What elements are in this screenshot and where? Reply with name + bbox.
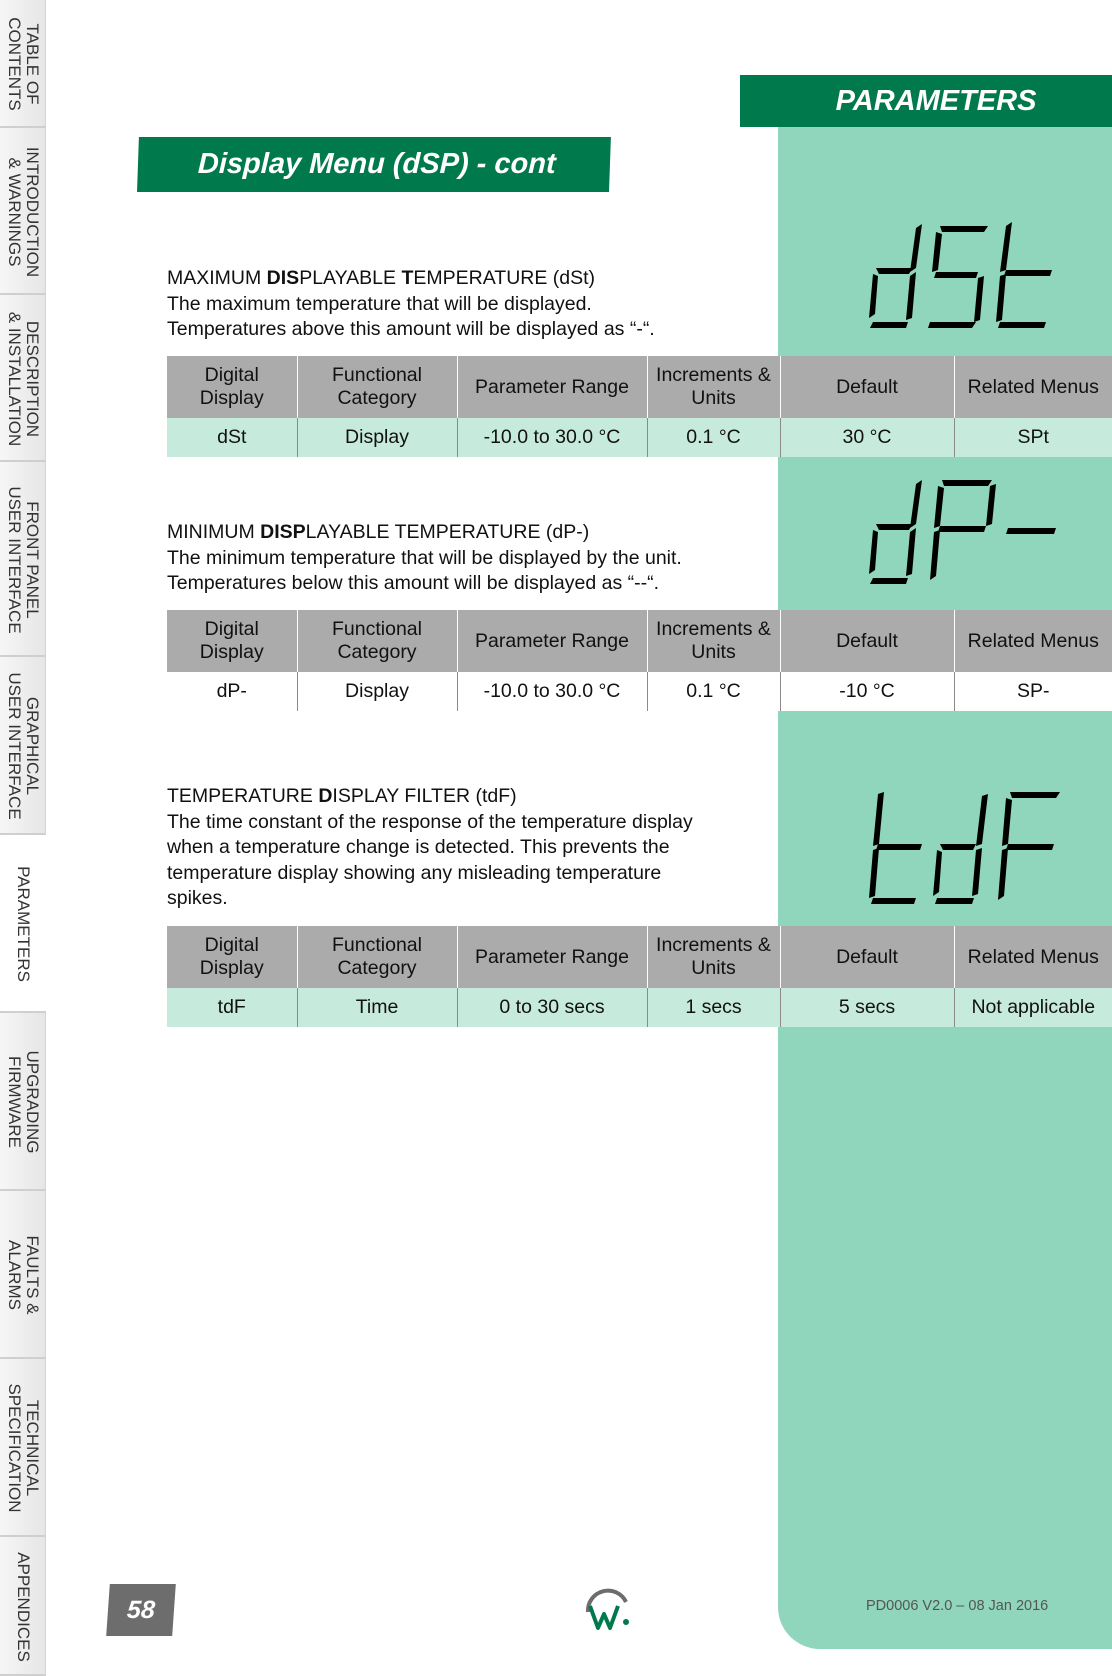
col-header: Parameter Range [457,356,647,418]
page-number: 58 [106,1584,176,1636]
table-cell: dSt [167,418,297,457]
col-header: Increments & Units [647,356,780,418]
col-header: Parameter Range [457,610,647,672]
side-tab-strip [0,0,46,1676]
col-header: Digital Display [167,610,297,672]
table-header-row [167,926,1112,988]
lcd-display-dp [866,472,1062,590]
side-tab-appendices[interactable]: APPENDICES [0,1537,46,1676]
side-tab-description[interactable]: DESCRIPTION & INSTALLATION [0,295,46,462]
param-description-dst [167,266,767,343]
col-header: Default [780,926,954,988]
col-header: Related Menus [954,356,1112,418]
table-cell: -10.0 to 30.0 °C [457,672,647,711]
page-title: Display Menu (dSP) - cont [137,137,611,192]
param-text-line: spikes. [167,887,228,909]
col-header: Default [780,356,954,418]
table-cell: SP- [954,672,1112,711]
param-title: MAXIMUM DISPLAYABLE TEMPERATURE (dSt) [167,267,596,289]
param-text-line: The minimum temperature that will be displayed by the unit. [167,546,682,569]
lcd-display-tdf [864,788,1064,910]
col-header: Related Menus [954,610,1112,672]
param-table-dst [167,356,1112,457]
param-table-dp [167,610,1112,711]
param-title: MINIMUM DISPLAYABLE TEMPERATURE (dP-) [167,521,590,543]
document-reference: PD0006 V2.0 – 08 Jan 2016 [866,1598,1049,1614]
table-cell: tdF [167,988,297,1027]
table-cell: 1 secs [647,988,780,1027]
side-tab-upgrading[interactable]: UPGRADING FIRMWARE [0,1013,46,1191]
table-header-row [167,610,1112,672]
table-header-row [167,356,1112,418]
param-description-tdf [167,784,767,912]
company-logo-icon [582,1586,634,1634]
table-cell: 5 secs [780,988,954,1027]
table-cell: -10.0 to 30.0 °C [457,418,647,457]
table-row [167,672,1112,711]
side-tab-graphical[interactable]: GRAPHICAL USER INTERFACE [0,657,46,835]
col-header: Parameter Range [457,926,647,988]
col-header: Increments & Units [647,926,780,988]
col-header: Related Menus [954,926,1112,988]
param-text-line: when a temperature change is detected. This prevents the [167,836,670,858]
side-tab-parameters[interactable]: PARAMETERS [0,835,46,1013]
side-tab-faults[interactable]: FAULTS & ALARMS [0,1191,46,1359]
table-cell: 30 °C [780,418,954,457]
col-header: Functional Category [297,356,457,418]
table-row [167,418,1112,457]
table-cell: 0.1 °C [647,418,780,457]
col-header: Increments & Units [647,610,780,672]
side-tab-contents[interactable]: TABLE OF CONTENTS [0,0,46,128]
param-text-line: Temperatures above this amount will be displayed as “-“. [167,318,655,340]
col-header: Digital Display [167,926,297,988]
table-cell: dP- [167,672,297,711]
table-cell: Display [297,418,457,457]
param-description-dp [167,520,767,597]
table-row [167,988,1112,1027]
table-cell: Time [297,988,457,1027]
param-text-line: The maximum temperature that will be displayed. [167,292,592,315]
col-header: Functional Category [297,926,457,988]
side-tab-introduction[interactable]: INTRODUCTION & WARNINGS [0,128,46,295]
table-cell: Display [297,672,457,711]
param-table-tdf [167,926,1112,1027]
col-header: Functional Category [297,610,457,672]
table-cell: -10 °C [780,672,954,711]
param-title: TEMPERATURE DISPLAY FILTER (tdF) [167,785,517,807]
col-header: Digital Display [167,356,297,418]
table-cell: 0 to 30 secs [457,988,647,1027]
lcd-display-dst [866,216,1062,334]
table-cell: Not applicable [954,988,1112,1027]
table-cell: 0.1 °C [647,672,780,711]
section-header: PARAMETERS [740,75,1112,127]
param-text-line: The time constant of the response of the temperature display [167,810,693,833]
param-text-line: temperature display showing any misleading temperature [167,861,662,884]
side-tab-technical[interactable]: TECHNICAL SPECIFICATION [0,1359,46,1537]
side-tab-front-panel[interactable]: FRONT PANEL USER INTERFACE [0,462,46,657]
table-cell: SPt [954,418,1112,457]
col-header: Default [780,610,954,672]
param-text-line: Temperatures below this amount will be displayed as “--“. [167,572,660,594]
